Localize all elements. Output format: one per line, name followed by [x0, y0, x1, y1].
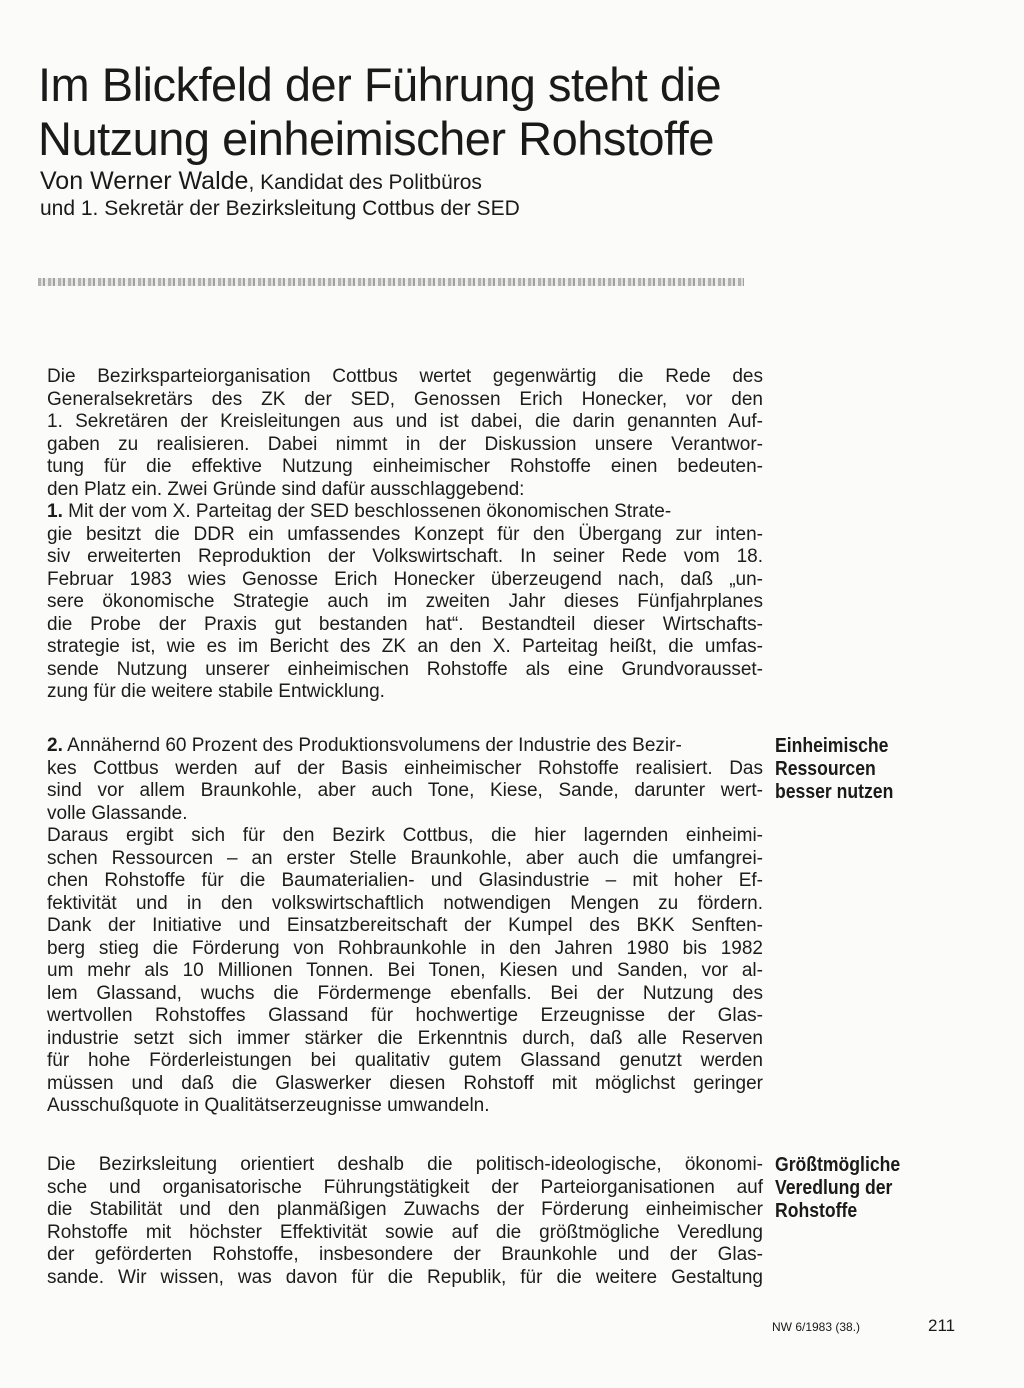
text-line: Ausschußquote in Qualitätserzeugnisse umwandeln.: [47, 1095, 490, 1116]
byline: [40, 168, 740, 222]
text-line: Die Bezirksleitung orientiert deshalb die politisch-ideologische, ökonomi-: [47, 1154, 763, 1175]
text-line: industrie setzt sich immer stärker die Erkenntnis durch, daß alle Reserven: [47, 1027, 763, 1049]
text-line: 1. Sekretären der Kreisleitungen aus und ist dabei, die darin genannten Auf-: [47, 411, 763, 432]
text-line: berg stieg die Förderung von Rohbraunkohle in den Jahren 1980 bis 1982: [47, 937, 763, 959]
article-title: [38, 58, 918, 166]
marginal-heading-1: [775, 735, 975, 804]
marginal-line: Veredlung der: [775, 1177, 893, 1199]
text-segment: Mit der vom X. Parteitag der SED beschlossenen ökonomischen Strate-: [62, 501, 672, 522]
byline-role-1: , Kandidat des Politbüros: [248, 171, 482, 194]
text-line: wertvollen Rohstoffes Glassand für hochwertige Erzeugnisse der Glas-: [47, 1005, 763, 1026]
byline-role-2: und 1. Sekretär der Bezirksleitung Cottbus der SED: [40, 197, 520, 220]
page-number: 211: [928, 1316, 956, 1335]
text-line: strategie ist, wie es im Bericht des ZK an den X. Parteitag heißt, die umfas-: [47, 636, 763, 657]
text-line-numbered: [47, 501, 763, 524]
text-line: die Probe der Praxis gut bestanden hat“. Bestandteil dieser Wirtschafts-: [47, 613, 763, 635]
marginal-heading-2: [775, 1154, 975, 1223]
text-line: lem Glassand, wuchs die Fördermenge ebenfalls. Bei der Nutzung des: [47, 982, 763, 1004]
text-line: zung für die weitere stabile Entwicklung.: [47, 681, 385, 702]
journal-issue: NW 6/1983 (38.): [772, 1320, 861, 1334]
text-line: sind vor allem Braunkohle, aber auch Tone, Kiese, Sande, darunter wert-: [47, 780, 763, 801]
text-line: sere ökonomische Strategie auch im zweiten Jahr dieses Fünfjahrplanes: [47, 591, 763, 612]
text-line: volle Glassande.: [47, 802, 188, 824]
text-line: chen Rohstoffe für die Baumaterialien- und Glasindustrie – mit hoher Ef-: [47, 870, 763, 891]
title-line-2: Nutzung einheimischer Rohstoffe: [38, 112, 714, 165]
text-line: Rohstoffe mit höchster Effektivität sowie auf die größtmögliche Veredlung: [47, 1221, 763, 1243]
text-line: Generalsekretärs des ZK der SED, Genossen Erich Honecker, vor den: [47, 388, 763, 410]
paragraph-2: [47, 735, 763, 1118]
text-line: den Platz ein. Zwei Gründe sind dafür ausschlaggebend:: [47, 478, 525, 500]
text-line: Dank der Initiative und Einsatzbereitschaft der Kumpel des BKK Senften-: [47, 915, 763, 936]
marginal-line: Größtmögliche: [775, 1154, 901, 1176]
marginal-line: Einheimische: [775, 735, 889, 757]
text-line: der geförderten Rohstoffe, insbesondere der Braunkohle und der Glas-: [47, 1244, 763, 1265]
text-line: sende Nutzung unserer einheimischen Rohstoffe als eine Grundvorausset-: [47, 658, 763, 680]
marginal-line: Rohstoffe: [775, 1200, 858, 1222]
text-line: fektivität und in den volkswirtschaftlich notwendigen Mengen zu fördern.: [47, 892, 763, 914]
marginal-line: besser nutzen: [775, 781, 894, 803]
text-line: sche und organisatorische Führungstätigkeit der Parteiorganisationen auf: [47, 1176, 763, 1198]
paragraph-3: [47, 1154, 763, 1289]
text-line: siv erweiterten Reproduktion der Volkswirtschaft. In seiner Rede vom 18.: [47, 546, 763, 567]
text-line: gie besitzt die DDR ein umfassendes Konzept für den Übergang zur inten-: [47, 523, 763, 545]
point-number-2: 2.: [47, 735, 63, 756]
byline-prefix: Von: [40, 167, 91, 195]
text-line: Daraus ergibt sich für den Bezirk Cottbus, die hier lagernden einheimi-: [47, 825, 763, 846]
text-line: für hohe Förderleistungen bei qualitativ gutem Glassand genutzt werden: [47, 1050, 763, 1071]
text-line: schen Ressourcen – an erster Stelle Braunkohle, aber auch die umfangrei-: [47, 847, 763, 869]
text-line: kes Cottbus werden auf der Basis einheimischer Rohstoffe realisiert. Das: [47, 757, 763, 779]
text-line-numbered: [47, 735, 763, 758]
marginal-line: Ressourcen: [775, 758, 876, 780]
text-line: Februar 1983 wies Genosse Erich Honecker überzeugend nach, daß „un-: [47, 568, 763, 590]
text-line: müssen und daß die Glaswerker diesen Rohstoff mit möglichst geringer: [47, 1072, 763, 1094]
text-line: sande. Wir wissen, was davon für die Republik, für die weitere Gestaltung: [47, 1266, 763, 1288]
author-name: Werner Walde: [90, 167, 249, 195]
text-segment: Annähernd 60 Prozent des Produktionsvolumens der Industrie des Bezir-: [62, 735, 682, 756]
text-line: um mehr als 10 Millionen Tonnen. Bei Tonen, Kiesen und Sanden, vor al-: [47, 960, 763, 981]
point-number-1: 1.: [47, 501, 63, 522]
text-line: gaben zu realisieren. Dabei nimmt in der Diskussion unsere Verantwor-: [47, 433, 763, 455]
byline-line-1: [40, 168, 740, 196]
title-line-1: Im Blickfeld der Führung steht die: [38, 58, 722, 111]
text-line: tung für die effektive Nutzung einheimischer Rohstoffe einen bedeuten-: [47, 456, 763, 477]
divider-rule: [38, 278, 744, 286]
paragraph-1: [47, 366, 763, 704]
text-line: Die Bezirksparteiorganisation Cottbus wertet gegenwärtig die Rede des: [47, 366, 763, 387]
text-line: die Stabilität und den planmäßigen Zuwachs der Förderung einheimischer: [47, 1199, 763, 1220]
